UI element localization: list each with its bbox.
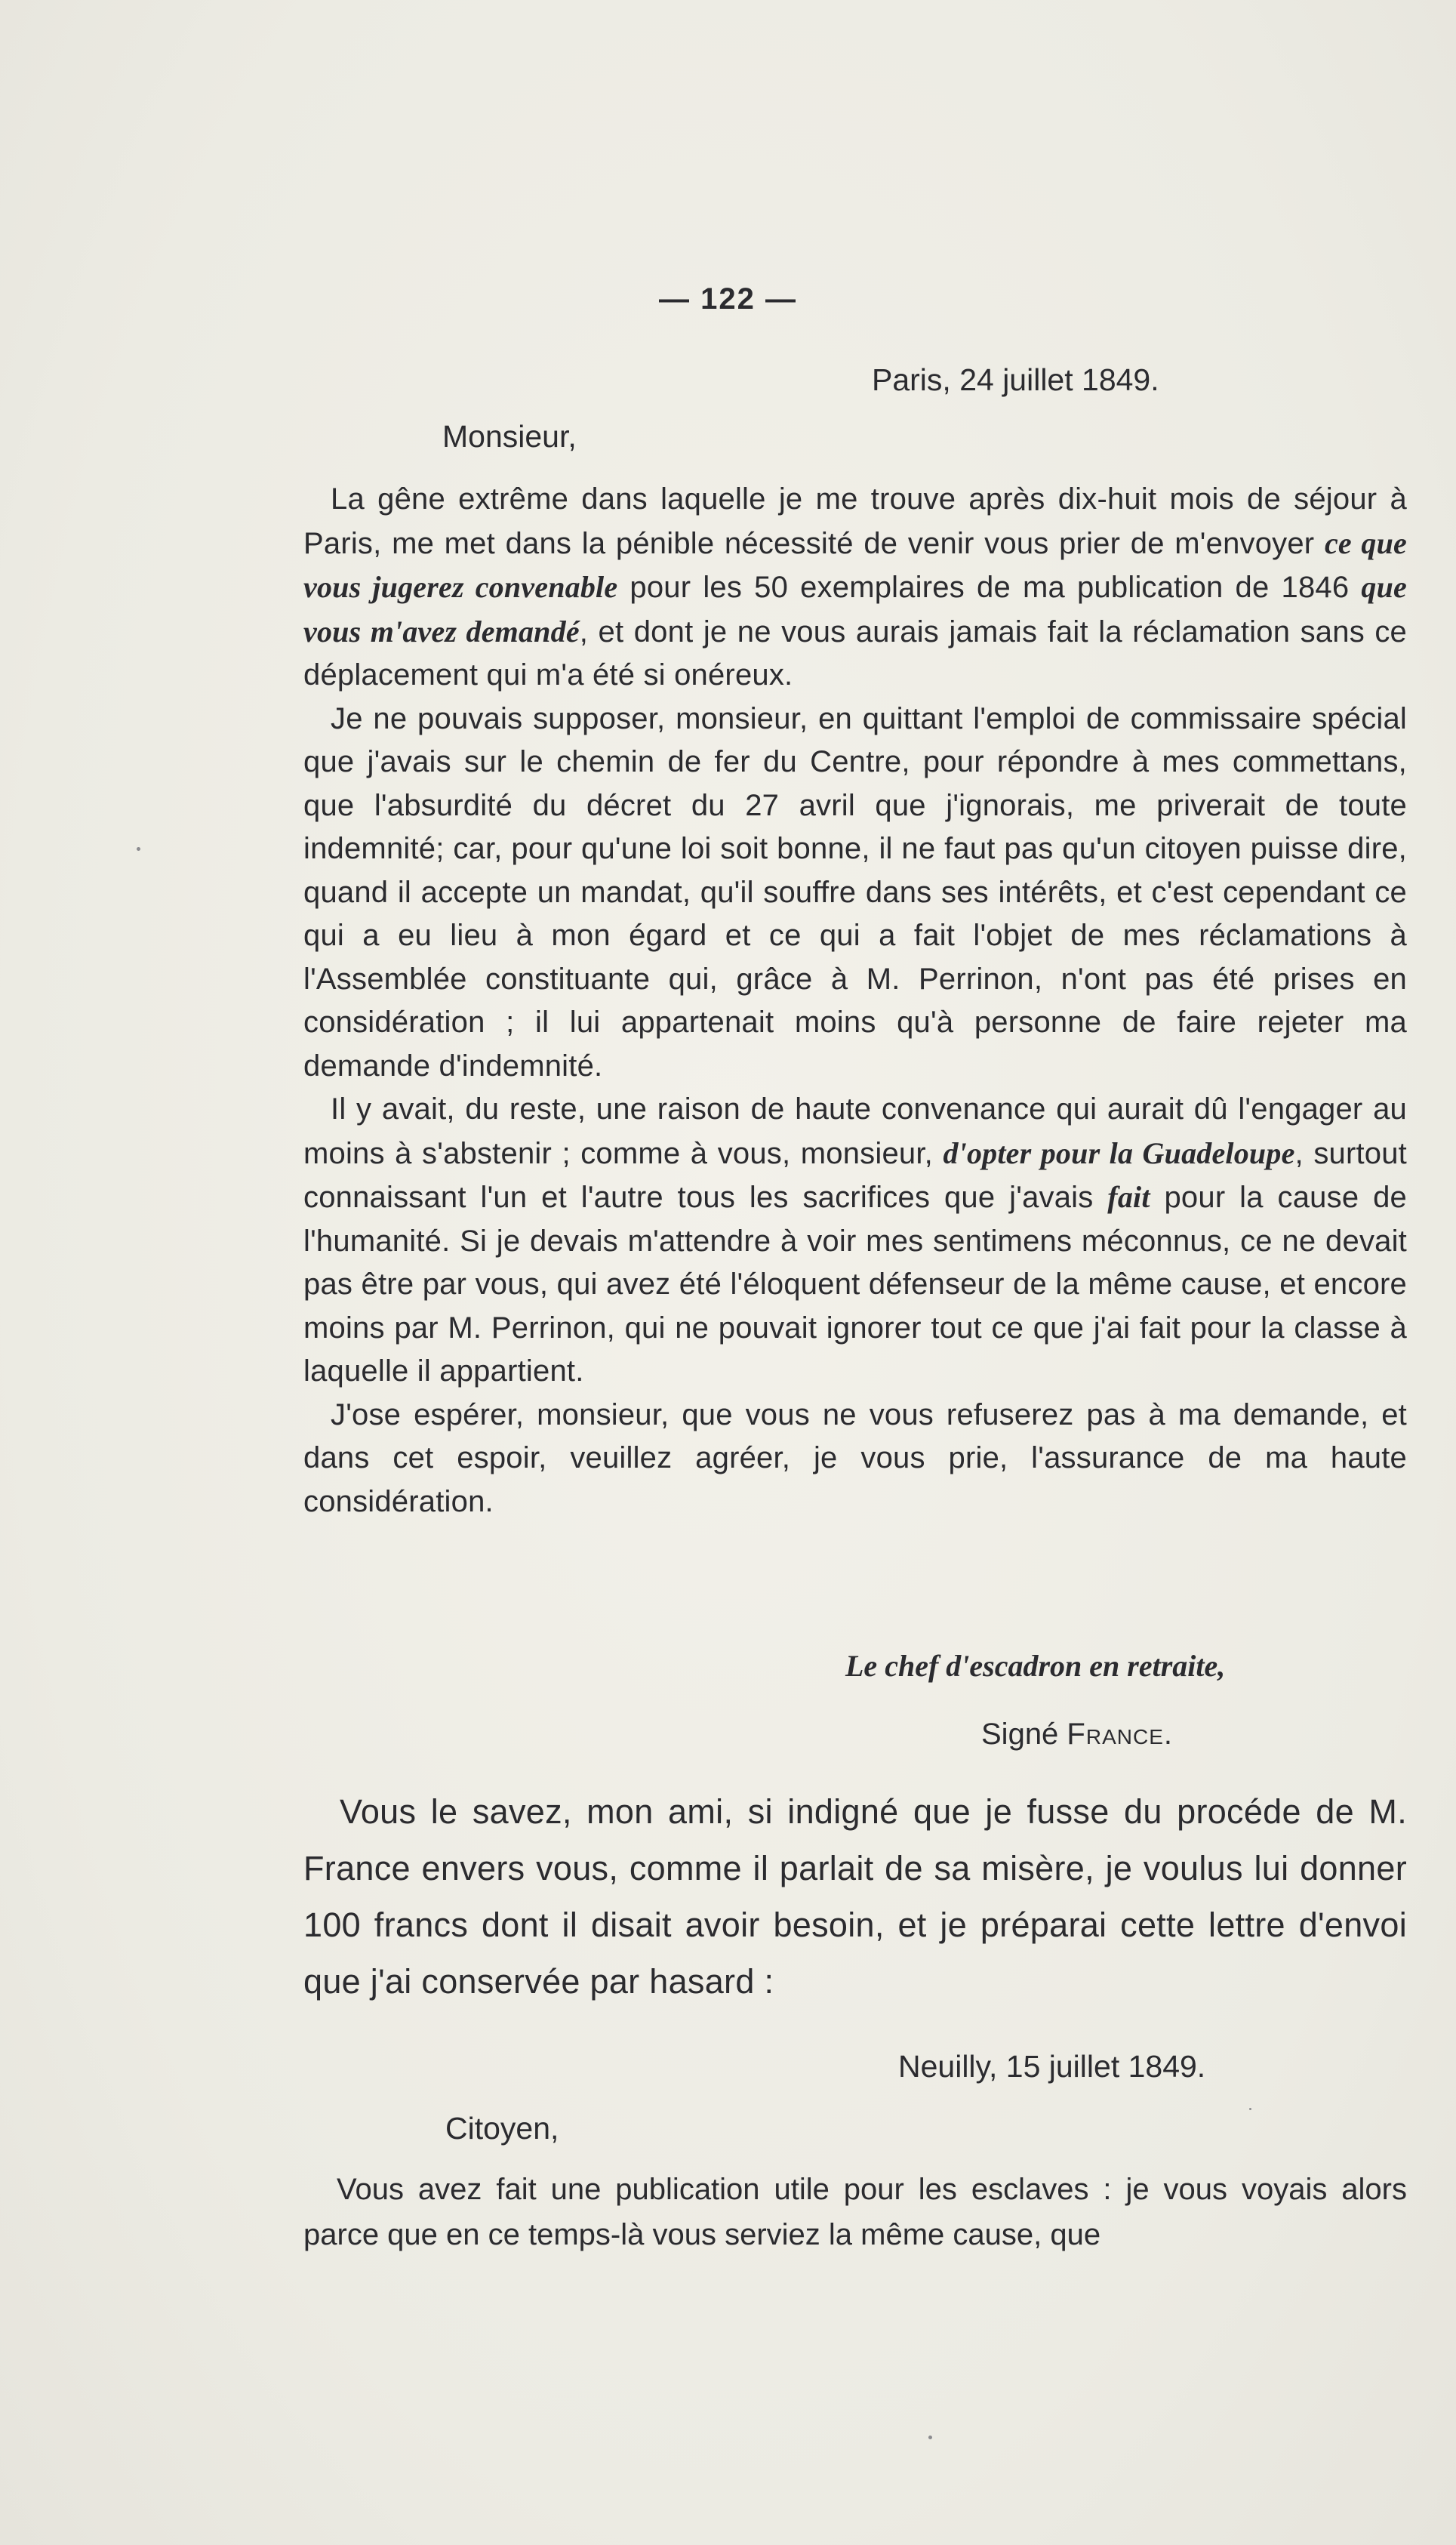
page-number: — 122 — — [659, 282, 797, 316]
letter1-salutation: Monsieur, — [442, 419, 577, 454]
letter1-body — [303, 478, 1407, 1524]
paragraph-text: pour les 50 exemplaires de ma publication de 1846 — [617, 571, 1362, 604]
paragraph-text: , surtout connaissant l'un et l'autre tous les sacrifices que j'avais — [303, 1136, 1407, 1214]
narrative-paragraph: Vous le savez, mon ami, si indigné que je fusse du procéde de M. France envers vous, comme il parlait de sa misère, je voulus lui donner 100 francs dont il disait avoir besoin, et je préparai cette lettre d'envoi que j'ai conservée par hasard : — [303, 1792, 1407, 2001]
signature-prefix: Signé — [981, 1718, 1067, 1751]
paragraph-text: , et dont je ne vous aurais jamais fait la réclamation sans ce déplacement qui m'a été si onéreux. — [303, 615, 1407, 692]
signature-name: France. — [1067, 1718, 1173, 1751]
paragraph-text: La gêne extrême dans laquelle je me trouve après dix-huit mois de séjour à Paris, me met dans la pénible nécessité de venir vous prier de m'envoyer — [303, 482, 1407, 560]
paragraph-text: pour la cause de l'humanité. Si je devais m'attendre à voir mes sentimens méconnus, ce ne devait pas être par vous, qui avez été l'éloquent défenseur de la même cause, et encore moins par M. Perrinon, qui ne pouvait ignorer tout ce que j'ai fait pour la classe à laquelle il appartient. — [303, 1181, 1407, 1388]
signature — [981, 1718, 1173, 1752]
scan-speck — [928, 2436, 932, 2439]
letter2-dateline: Neuilly, 15 juillet 1849. — [898, 2049, 1206, 2084]
italic-word: fait — [1107, 1180, 1150, 1214]
italic-phrase: que vous m'avez demandé — [303, 570, 1407, 649]
paragraph-text: Il y avait, du reste, une raison de haute convenance qui aurait dû l'engager au moins à s'abstenir ; comme à vous, monsieur, — [303, 1092, 1407, 1170]
letter1-paragraph-4: J'ose espérer, monsieur, que vous ne vous refuserez pas à ma demande, et dans cet espoir, veuillez agréer, je vous prie, l'assurance de ma haute considération. — [303, 1397, 1407, 1518]
italic-phrase: d'opter pour la Guadeloupe — [943, 1135, 1295, 1170]
letter1-paragraph-1 — [303, 478, 1407, 698]
letter2-salutation: Citoyen, — [445, 2111, 559, 2146]
letter1-dateline: Paris, 24 juillet 1849. — [872, 362, 1159, 397]
letter2-body: Vous avez fait une publication utile pour les esclaves : je vous voyais alors parce que en ce temps-là vous serviez la même cause, que — [303, 2173, 1407, 2251]
scan-speck — [1249, 2108, 1251, 2110]
scan-speck — [137, 847, 140, 851]
italic-phrase: ce que vous jugerez convenable — [303, 525, 1407, 604]
letter1-paragraph-2: Je ne pouvais supposer, monsieur, en quittant l'emploi de commissaire spécial que j'avais sur le chemin de fer du Centre, pour répondre à mes commettans, que l'absurdité du décret du 27 avril que j'ignorais, me priverait de toute indemnité; car, pour qu'une loi soit bonne, il ne faut pas qu'un citoyen puisse dire, quand il accepte un mandat, qu'il souffre dans ses intérêts, et c'est cependant ce qui a eu lieu à mon égard et ce qui a fait l'objet de mes réclamations à l'Assemblée constituante qui, grâce à M. Perrinon, n'ont pas été prises en considération ; il lui appartenait moins qu'à personne de faire rejeter ma demande d'indemnité. — [303, 701, 1407, 1083]
letter1-paragraph-3 — [303, 1088, 1407, 1394]
signature-title: Le chef d'escadron en retraite, — [845, 1649, 1226, 1683]
